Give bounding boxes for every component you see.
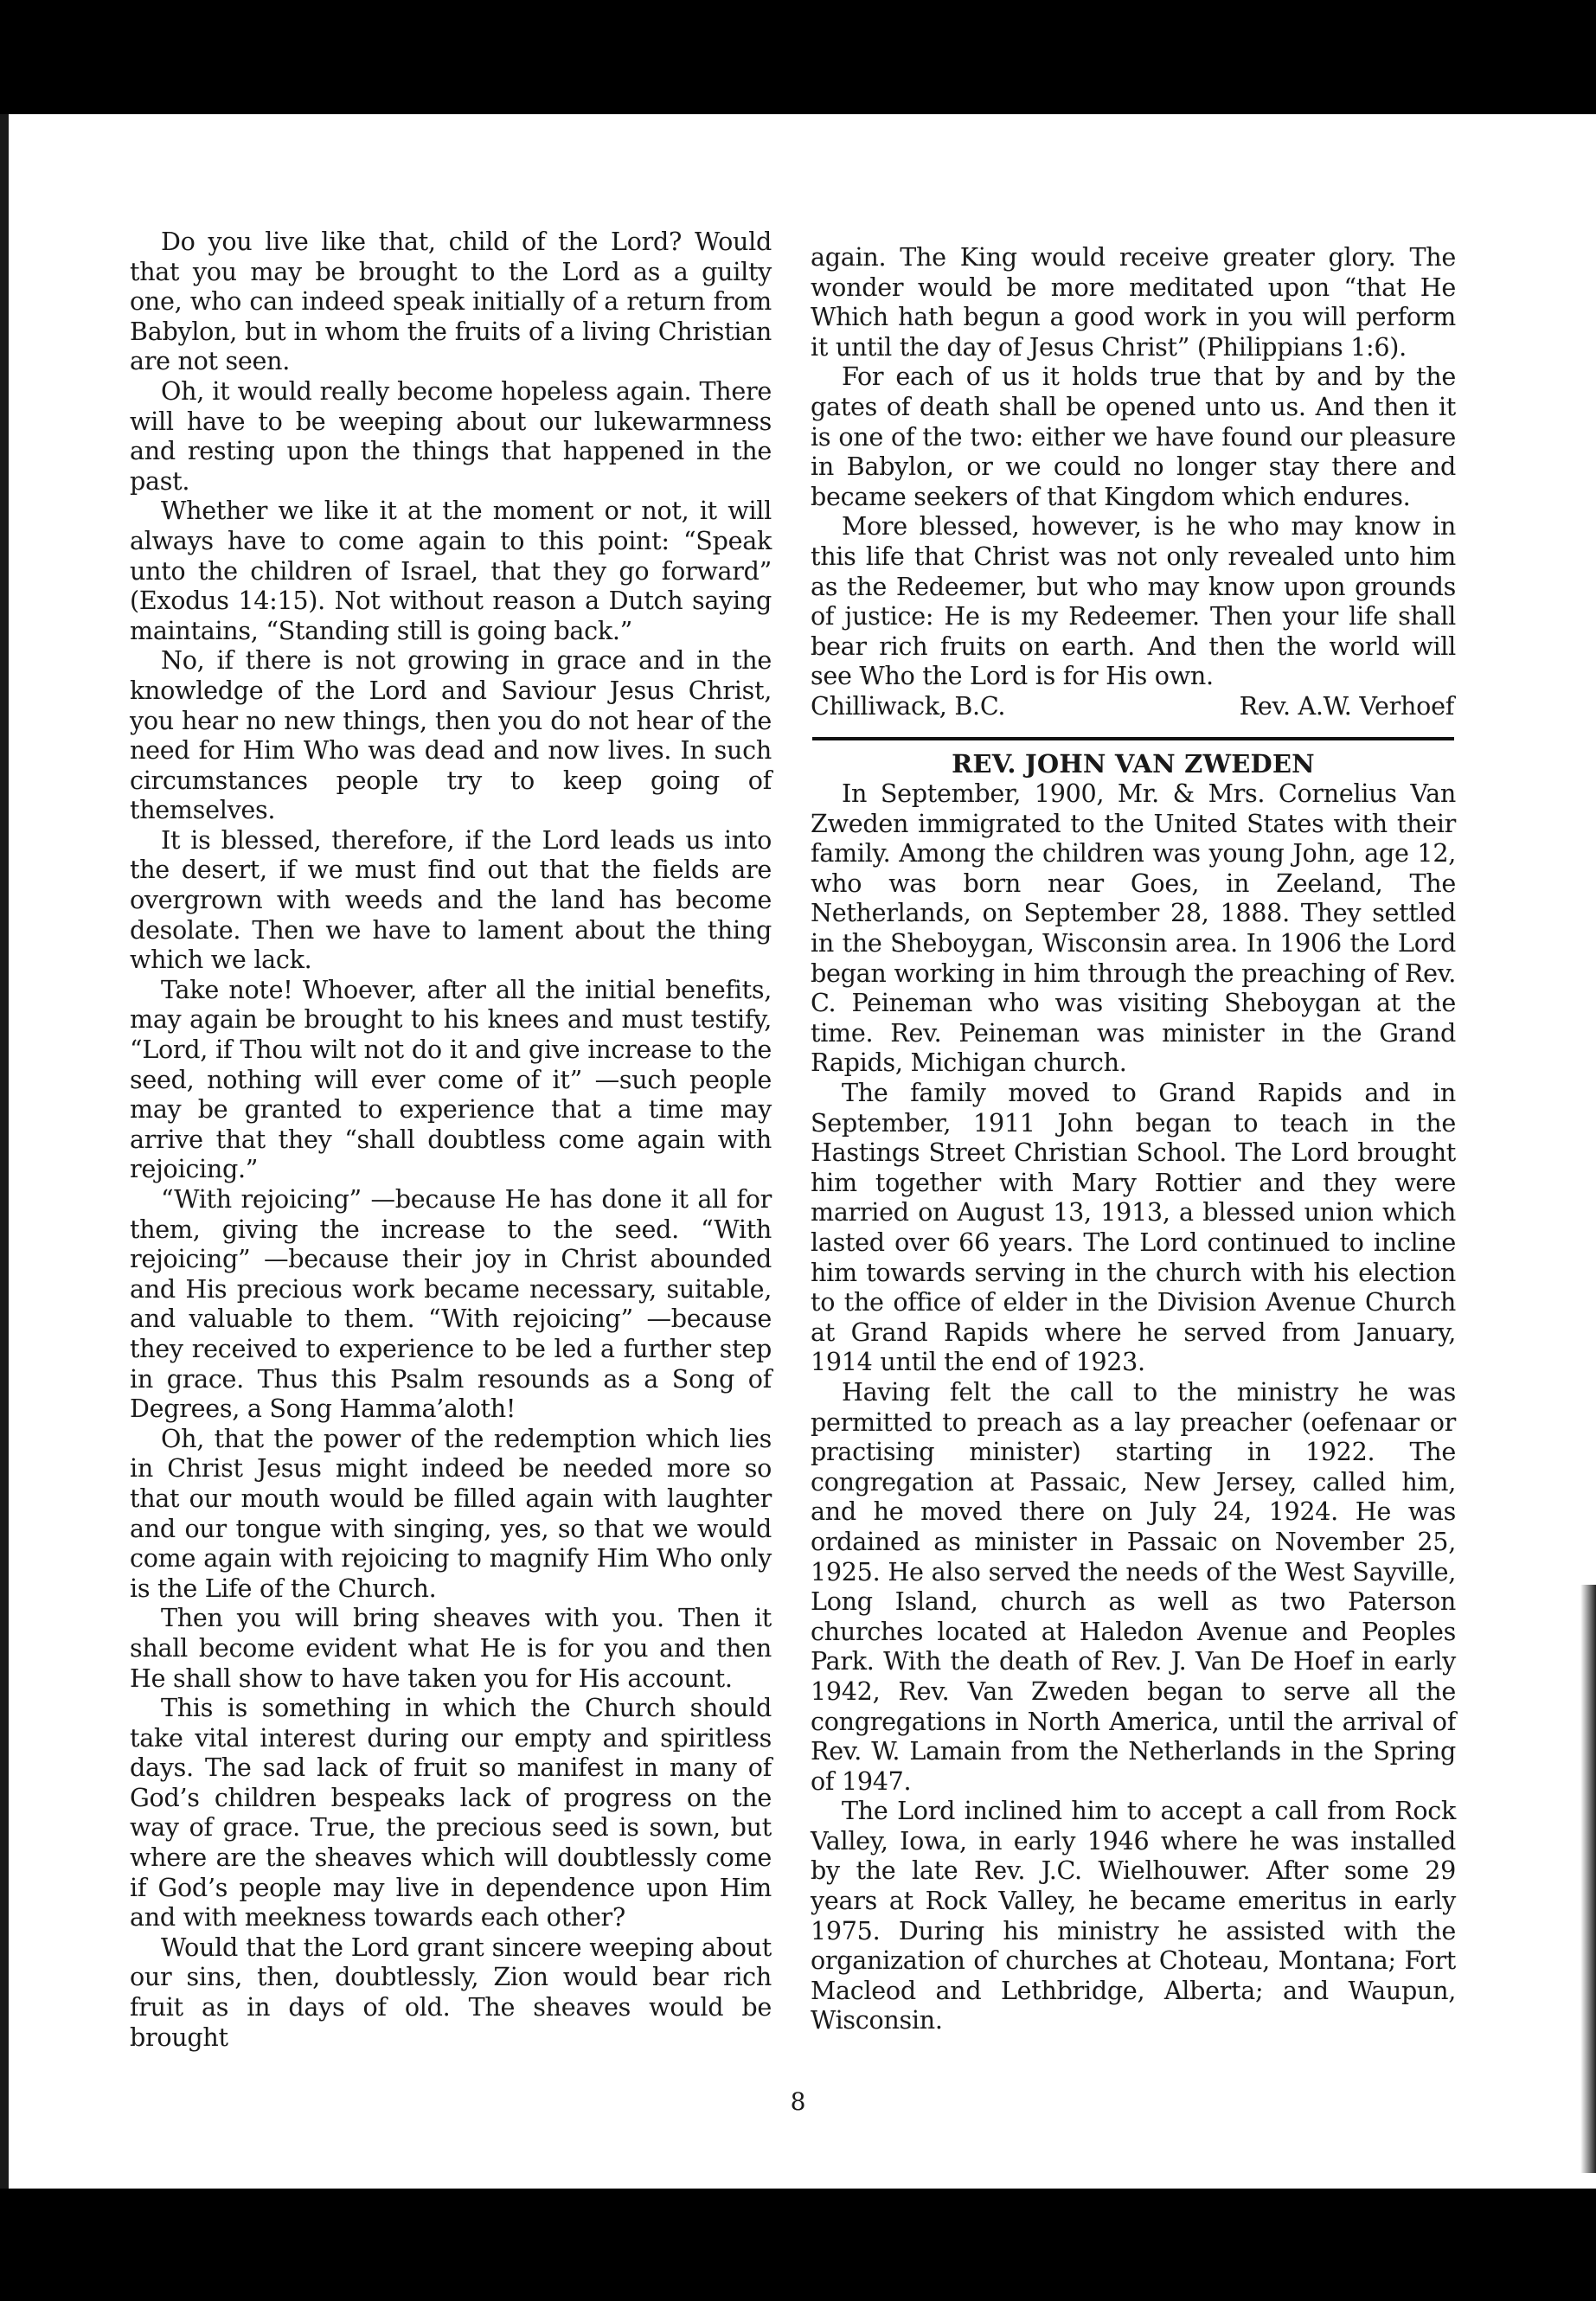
paragraph: Having felt the call to the ministry he was permitted to preach as a lay preacher (oefenaar or practising minister) starting in 1922. The congregation at Passaic, New Jersey, called him, and he moved there on July 24, 1924. He was ordained as minister in Passaic on November 25, 1925. He also served the needs of the West Sayville, Long Island, church as well as two Paterson churches located at Haledon Avenue and Peoples Park. With the death of Rev. J. Van De Hoef in early 1942, Rev. Van Zweden began to serve all the congregations in North America, until the arrival of Rev. W. Lamain from the Netherlands in the Spring of 1947. <box>811 1376 1456 1796</box>
section-heading: REV. JOHN VAN ZWEDEN <box>952 748 1315 779</box>
paragraph: Whether we like it at the moment or not, it will always have to come again to this point: “Speak unto the children of Israel, that they go forward” (Exodus 14:15). Not without reason a Dutch saying maintains, “Standing still is going back.” <box>130 496 772 645</box>
document-page <box>0 114 1596 2189</box>
paragraph: Would that the Lord grant sincere weeping about our sins, then, doubtlessly, Zion would bear rich fruit as in days of old. The sheaves would be brought <box>130 1932 772 2052</box>
signature-author: Rev. A.W. Verhoef <box>1239 690 1454 721</box>
paragraph: No, if there is not growing in grace and in the knowledge of the Lord and Saviour Jesus Christ, you hear no new things, then you do not hear of the need for Him Who was dead and now lives. In such circumstances people try to keep going of themselves. <box>130 645 772 825</box>
signature-line <box>811 691 1456 721</box>
paragraph: For each of us it holds true that by and by the gates of death shall be opened unto us. And then it is one of the two: either we have found our pleasure in Babylon, or we could no longer stay there and became seekers of that Kingdom which endures. <box>811 362 1456 511</box>
paragraph: This is something in which the Church should take vital interest during our empty and spiritless days. The sad lack of fruit so manifest in many of God’s children bespeaks lack of progress on the way of grace. True, the precious seed is sown, but where are the sheaves which will doubtlessly come if God’s people may live in dependence upon Him and with meekness towards each other? <box>130 1693 772 1932</box>
paragraph: The Lord inclined him to accept a call from Rock Valley, Iowa, in early 1946 where he was installed by the late Rev. J.C. Wielhouwer. After some 29 years at Rock Valley, he became emeritus in early 1975. During his ministry he assisted with the organization of churches at Choteau, Montana; Fort Macleod and Lethbridge, Alberta; and Waupun, Wisconsin. <box>811 1796 1456 2035</box>
paragraph: Take note! Whoever, after all the initial benefits, may again be brought to his knees and must testify, “Lord, if Thou wilt not do it and give increase to the seed, nothing will ever come of it” —such people may be granted to experience that a time may arrive that they “shall doubtless come again with rejoicing.” <box>130 974 772 1184</box>
page-number: 8 <box>790 2087 806 2116</box>
paragraph: The family moved to Grand Rapids and in September, 1911 John began to teach in the Hastings Street Christian School. The Lord brought him together with Mary Rottier and they were married on August 13, 1913, a blessed union which lasted over 66 years. The Lord continued to incline him towards serving in the church with his election to the office of elder in the Division Avenue Church at Grand Rapids where he served from January, 1914 until the end of 1923. <box>811 1078 1456 1377</box>
page-edge-shadow <box>1580 1585 1596 2173</box>
paragraph: It is blessed, therefore, if the Lord leads us into the desert, if we must find out that the fields are overgrown with weeds and the land has become desolate. Then we have to lament about the thing which we lack. <box>130 824 772 975</box>
page-binding-edge <box>0 114 9 2189</box>
left-column <box>130 227 772 2052</box>
paragraph: Oh, that the power of the redemption which lies in Christ Jesus might indeed be needed more so that our mouth would be filled again with laughter and our tongue with singing, yes, so that we would come again with rejoicing to magnify Him Who only is the Life of the Church. <box>130 1423 772 1603</box>
paragraph: “With rejoicing” —because He has done it all for them, giving the increase to the seed. “With rejoicing” —because their joy in Christ abounded and His precious work became necessary, suitable, and valuable to them. “With rejoicing” —because they received to experience to be led a further step in grace. Thus this Psalm resounds as a Song of Degrees, a Song Hamma’aloth! <box>130 1184 772 1424</box>
paragraph: again. The King would receive greater glory. The wonder would be more meditated upon “that He Which hath begun a good work in you will perform it until the day of Jesus Christ” (Philippians 1:6). <box>811 242 1456 362</box>
signature-place: Chilliwack, B.C. <box>811 690 1006 721</box>
paragraph: In September, 1900, Mr. & Mrs. Cornelius Van Zweden immigrated to the United States with their family. Among the children was young John, age 12, who was born near Goes, in Zeeland, The Netherlands, on September 28, 1888. They settled in the Sheboygan, Wisconsin area. In 1906 the Lord began working in him through the preaching of Rev. C. Peineman who was visiting Sheboygan at the time. Rev. Peineman was minister in the Grand Rapids, Michigan church. <box>811 779 1456 1078</box>
paragraph: Then you will bring sheaves with you. Then it shall become evident what He is for you and then He shall show to have taken you for His account. <box>130 1603 772 1693</box>
section-divider <box>812 737 1454 740</box>
paragraph: More blessed, however, is he who may know in this life that Christ was not only revealed unto him as the Redeemer, but who may know upon grounds of justice: He is my Redeemer. Then your life shall bear rich fruits on earth. And then the world will see Who the Lord is for His own. <box>811 511 1456 691</box>
right-column <box>811 242 1456 2035</box>
paragraph: Do you live like that, child of the Lord? Would that you may be brought to the Lord as a guilty one, who can indeed speak initially of a return from Babylon, but in whom the fruits of a living Christian are not seen. <box>130 227 772 376</box>
paragraph: Oh, it would really become hopeless again. There will have to be weeping about our lukewarmness and resting upon the things that happened in the past. <box>130 375 772 496</box>
